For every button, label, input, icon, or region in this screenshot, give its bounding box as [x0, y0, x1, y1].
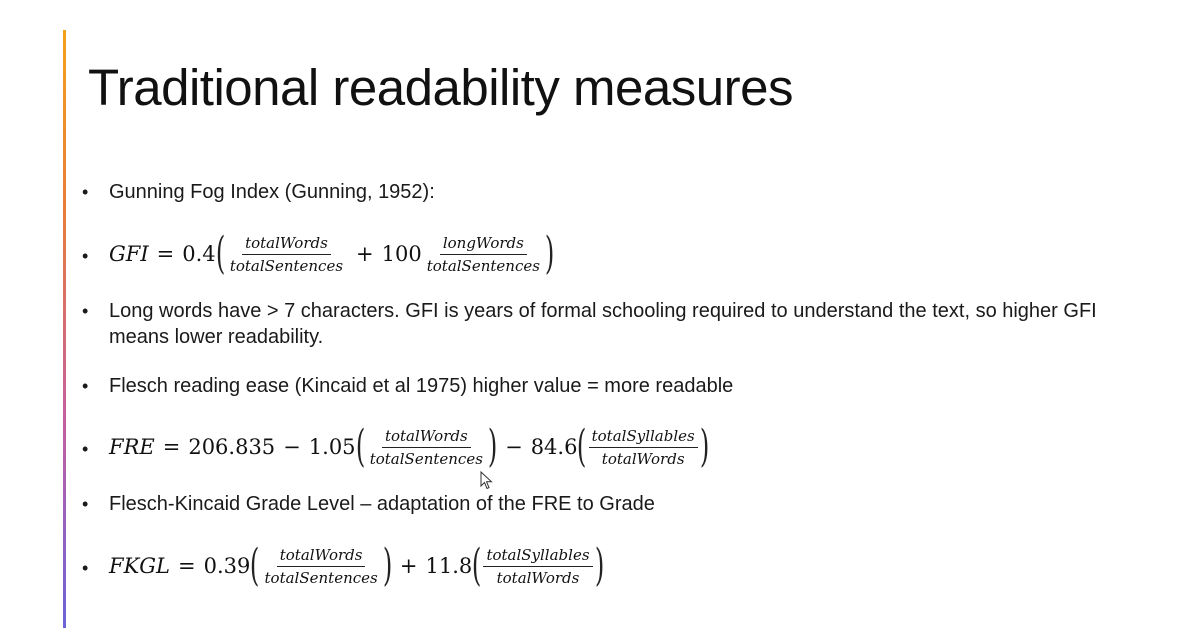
fraction-numerator: totalWords [242, 234, 331, 255]
left-paren: ( [355, 421, 365, 472]
bullet-dot: • [82, 301, 89, 321]
right-paren: ) [699, 421, 710, 472]
fraction-denominator: totalSentences [264, 568, 378, 587]
formula-coefficient: 11.8 [425, 554, 473, 578]
fre-formula [109, 421, 710, 472]
fraction [262, 546, 381, 587]
left-paren: ( [577, 421, 587, 472]
fkgl-formula [109, 540, 604, 591]
bullet-dot: • [82, 439, 89, 459]
bullet-text: Flesch reading ease (Kincaid et al 1975) higher value = more readable [109, 375, 734, 397]
formula-minus: − [505, 435, 523, 459]
formula-lhs: FKGL [109, 554, 170, 578]
bullet-flesch-kincaid [82, 491, 1159, 517]
fraction [589, 427, 698, 468]
formula-plus: + [399, 554, 418, 578]
left-paren: ( [215, 228, 225, 279]
slide-title: Traditional readability measures [88, 59, 793, 116]
gfi-formula [109, 228, 555, 279]
bullet-dot: • [82, 494, 89, 514]
fraction [483, 546, 592, 587]
fraction-numerator: totalWords [382, 427, 471, 448]
fraction-denominator: totalSentences [229, 256, 344, 275]
fraction-numerator: totalWords [277, 546, 366, 567]
accent-bar [63, 30, 66, 628]
fraction-denominator: totalWords [496, 568, 580, 587]
right-paren: ) [544, 228, 555, 279]
formula-plus: + [356, 242, 374, 266]
formula-equals: = [162, 435, 181, 459]
bullet-dot: • [82, 182, 89, 202]
right-paren: ) [382, 540, 393, 591]
bullet-dot: • [82, 376, 89, 396]
bullet-dot: • [82, 246, 89, 266]
fraction [424, 234, 543, 275]
formula-minus: − [283, 435, 301, 459]
fraction [227, 234, 346, 275]
fraction-numerator: totalSyllables [589, 427, 698, 448]
formula-lhs: GFI [109, 242, 149, 266]
formula-coefficient: 0.39 [203, 554, 251, 578]
bullet-text: Long words have > 7 characters. GFI is years of formal schooling required to understand the text, so higher GFI means lower readability. [109, 300, 1097, 348]
bullet-long-words [82, 298, 1109, 350]
formula-coefficient: 84.6 [530, 435, 578, 459]
fraction-denominator: totalWords [601, 449, 685, 468]
left-paren: ( [472, 540, 482, 591]
bullet-flesch [82, 373, 1159, 399]
formula-constant: 206.835 [188, 435, 276, 459]
bullet-gfi-formula [82, 228, 555, 280]
bullet-text: Flesch-Kincaid Grade Level – adaptation of the FRE to Grade [109, 493, 655, 515]
left-paren: ( [250, 540, 260, 591]
bullet-fkgl-formula [82, 540, 604, 592]
bullet-gunning [82, 179, 1159, 205]
formula-equals: = [156, 242, 175, 266]
right-paren: ) [594, 540, 604, 591]
fraction-numerator: longWords [440, 234, 527, 255]
formula-coefficient: 0.4 [182, 242, 216, 266]
formula-coefficient: 100 [381, 242, 422, 266]
fraction-denominator: totalSentences [426, 256, 540, 275]
formula-coefficient: 1.05 [308, 435, 356, 459]
fraction-numerator: totalSyllables [483, 546, 592, 567]
bullet-dot: • [82, 558, 89, 578]
bullet-text: Gunning Fog Index (Gunning, 1952): [109, 181, 435, 203]
bullet-fre-formula [82, 421, 710, 473]
right-paren: ) [487, 421, 498, 472]
formula-lhs: FRE [109, 435, 155, 459]
fraction-denominator: totalSentences [369, 449, 483, 468]
fraction [367, 427, 486, 468]
formula-equals: = [177, 554, 196, 578]
